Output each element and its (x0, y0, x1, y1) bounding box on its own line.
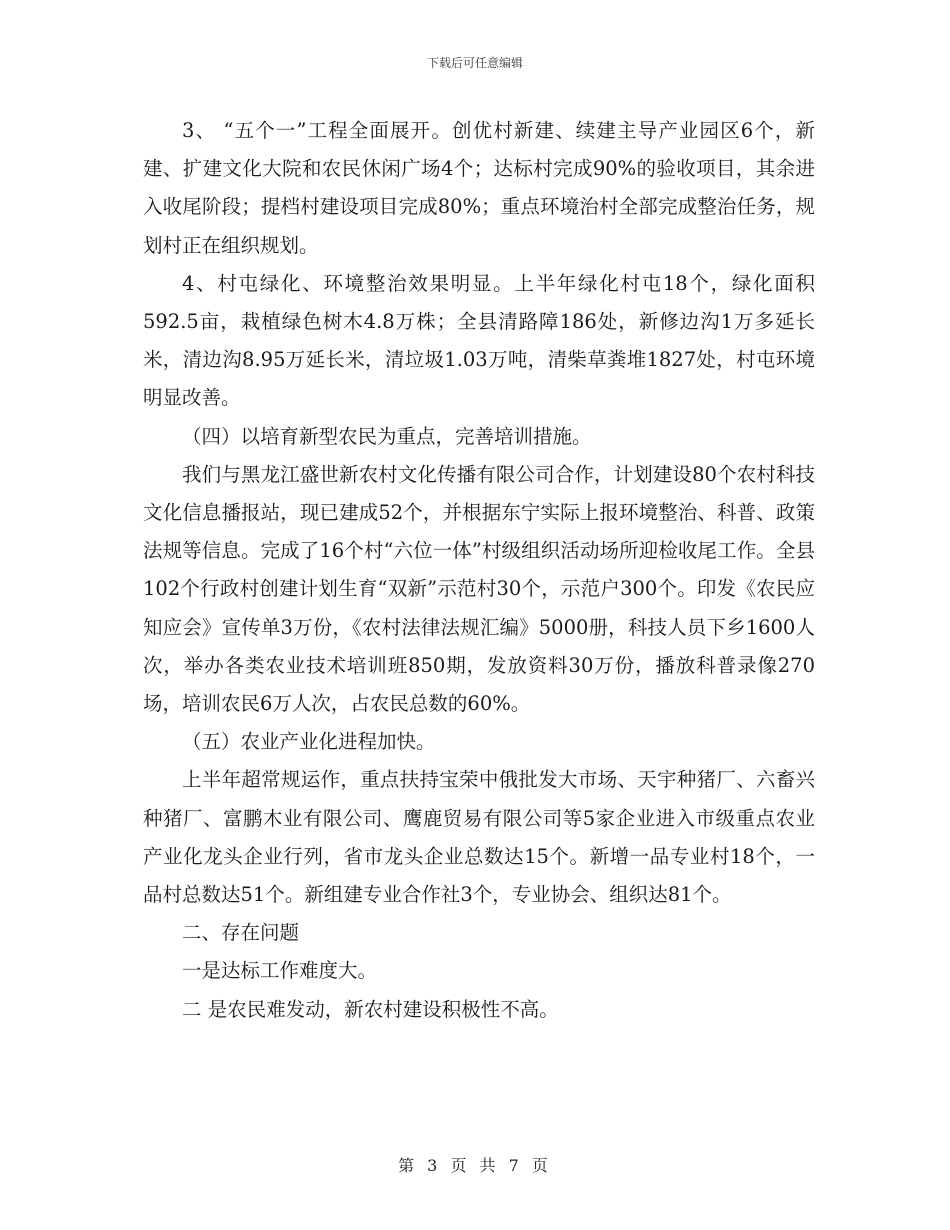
problem-item-one: 一是达标工作难度大。 (182, 959, 378, 983)
download-note: 下载后可任意编辑 (426, 56, 523, 70)
section-heading-problems: 二、存在问题 (182, 921, 300, 945)
page-number: 第 3 页 共 7 页 (398, 1156, 552, 1175)
document-body (143, 112, 815, 1029)
section-heading-five: （五）农业产业化进程加快。 (182, 730, 436, 754)
problem-item-two: 二 是农民难发动，新农村建设积极性不高。 (182, 997, 559, 1021)
paragraph-greening: 4、村屯绿化、环境整治效果明显。上半年绿化村屯18个，绿化面积592.5亩，栽植绿色树木4.8万株；全县清路障186处，新修边沟1万多延长米，清边沟8.95万延长米，清垃圾1.03万吨，清柴草粪堆1827处，村屯环境明显改善。 (143, 271, 815, 410)
paragraph-industrialization: 上半年超常规运作，重点扶持宝荣中俄批发大市场、天宇种猪厂、六畜兴种猪厂、富鹏木业有限公司、鹰鹿贸易有限公司等5家企业进入市级重点农业产业化龙头企业行列，省市龙头企业总数达15个。新增一品专业村18个，一品村总数达51个。新组建专业合作社3个，专业协会、组织达81个。 (143, 768, 815, 907)
section-heading-four: （四）以培育新型农民为重点，完善培训措施。 (182, 424, 592, 448)
paragraph-five-one-project: 3、 “五个一”工程全面展开。创优村新建、续建主导产业园区6个，新建、扩建文化大院和农民休闲广场4个；达标村完成90%的验收项目，其余进入收尾阶段；提档村建设项目完成80%；重点环境治村全部完成整治任务，规划村正在组织规划。 (143, 119, 815, 257)
paragraph-training: 我们与黑龙江盛世新农村文化传播有限公司合作，计划建设80个农村科技文化信息播报站，现已建成52个，并根据东宁实际上报环境整治、科普、政策法规等信息。完成了16个村“六位一体”村级组织活动场所迎检收尾工作。全县102个行政村创建计划生育“双新”示范村30个，示范户300个。印发《农民应知应会》宣传单3万份，《农村法律法规汇编》5000册，科技人员下乡1600人次，举办各类农业技术培训班850期，发放资料30万份，播放科普录像270场，培训农民6万人次，占农民总数的60%。 (143, 462, 815, 716)
